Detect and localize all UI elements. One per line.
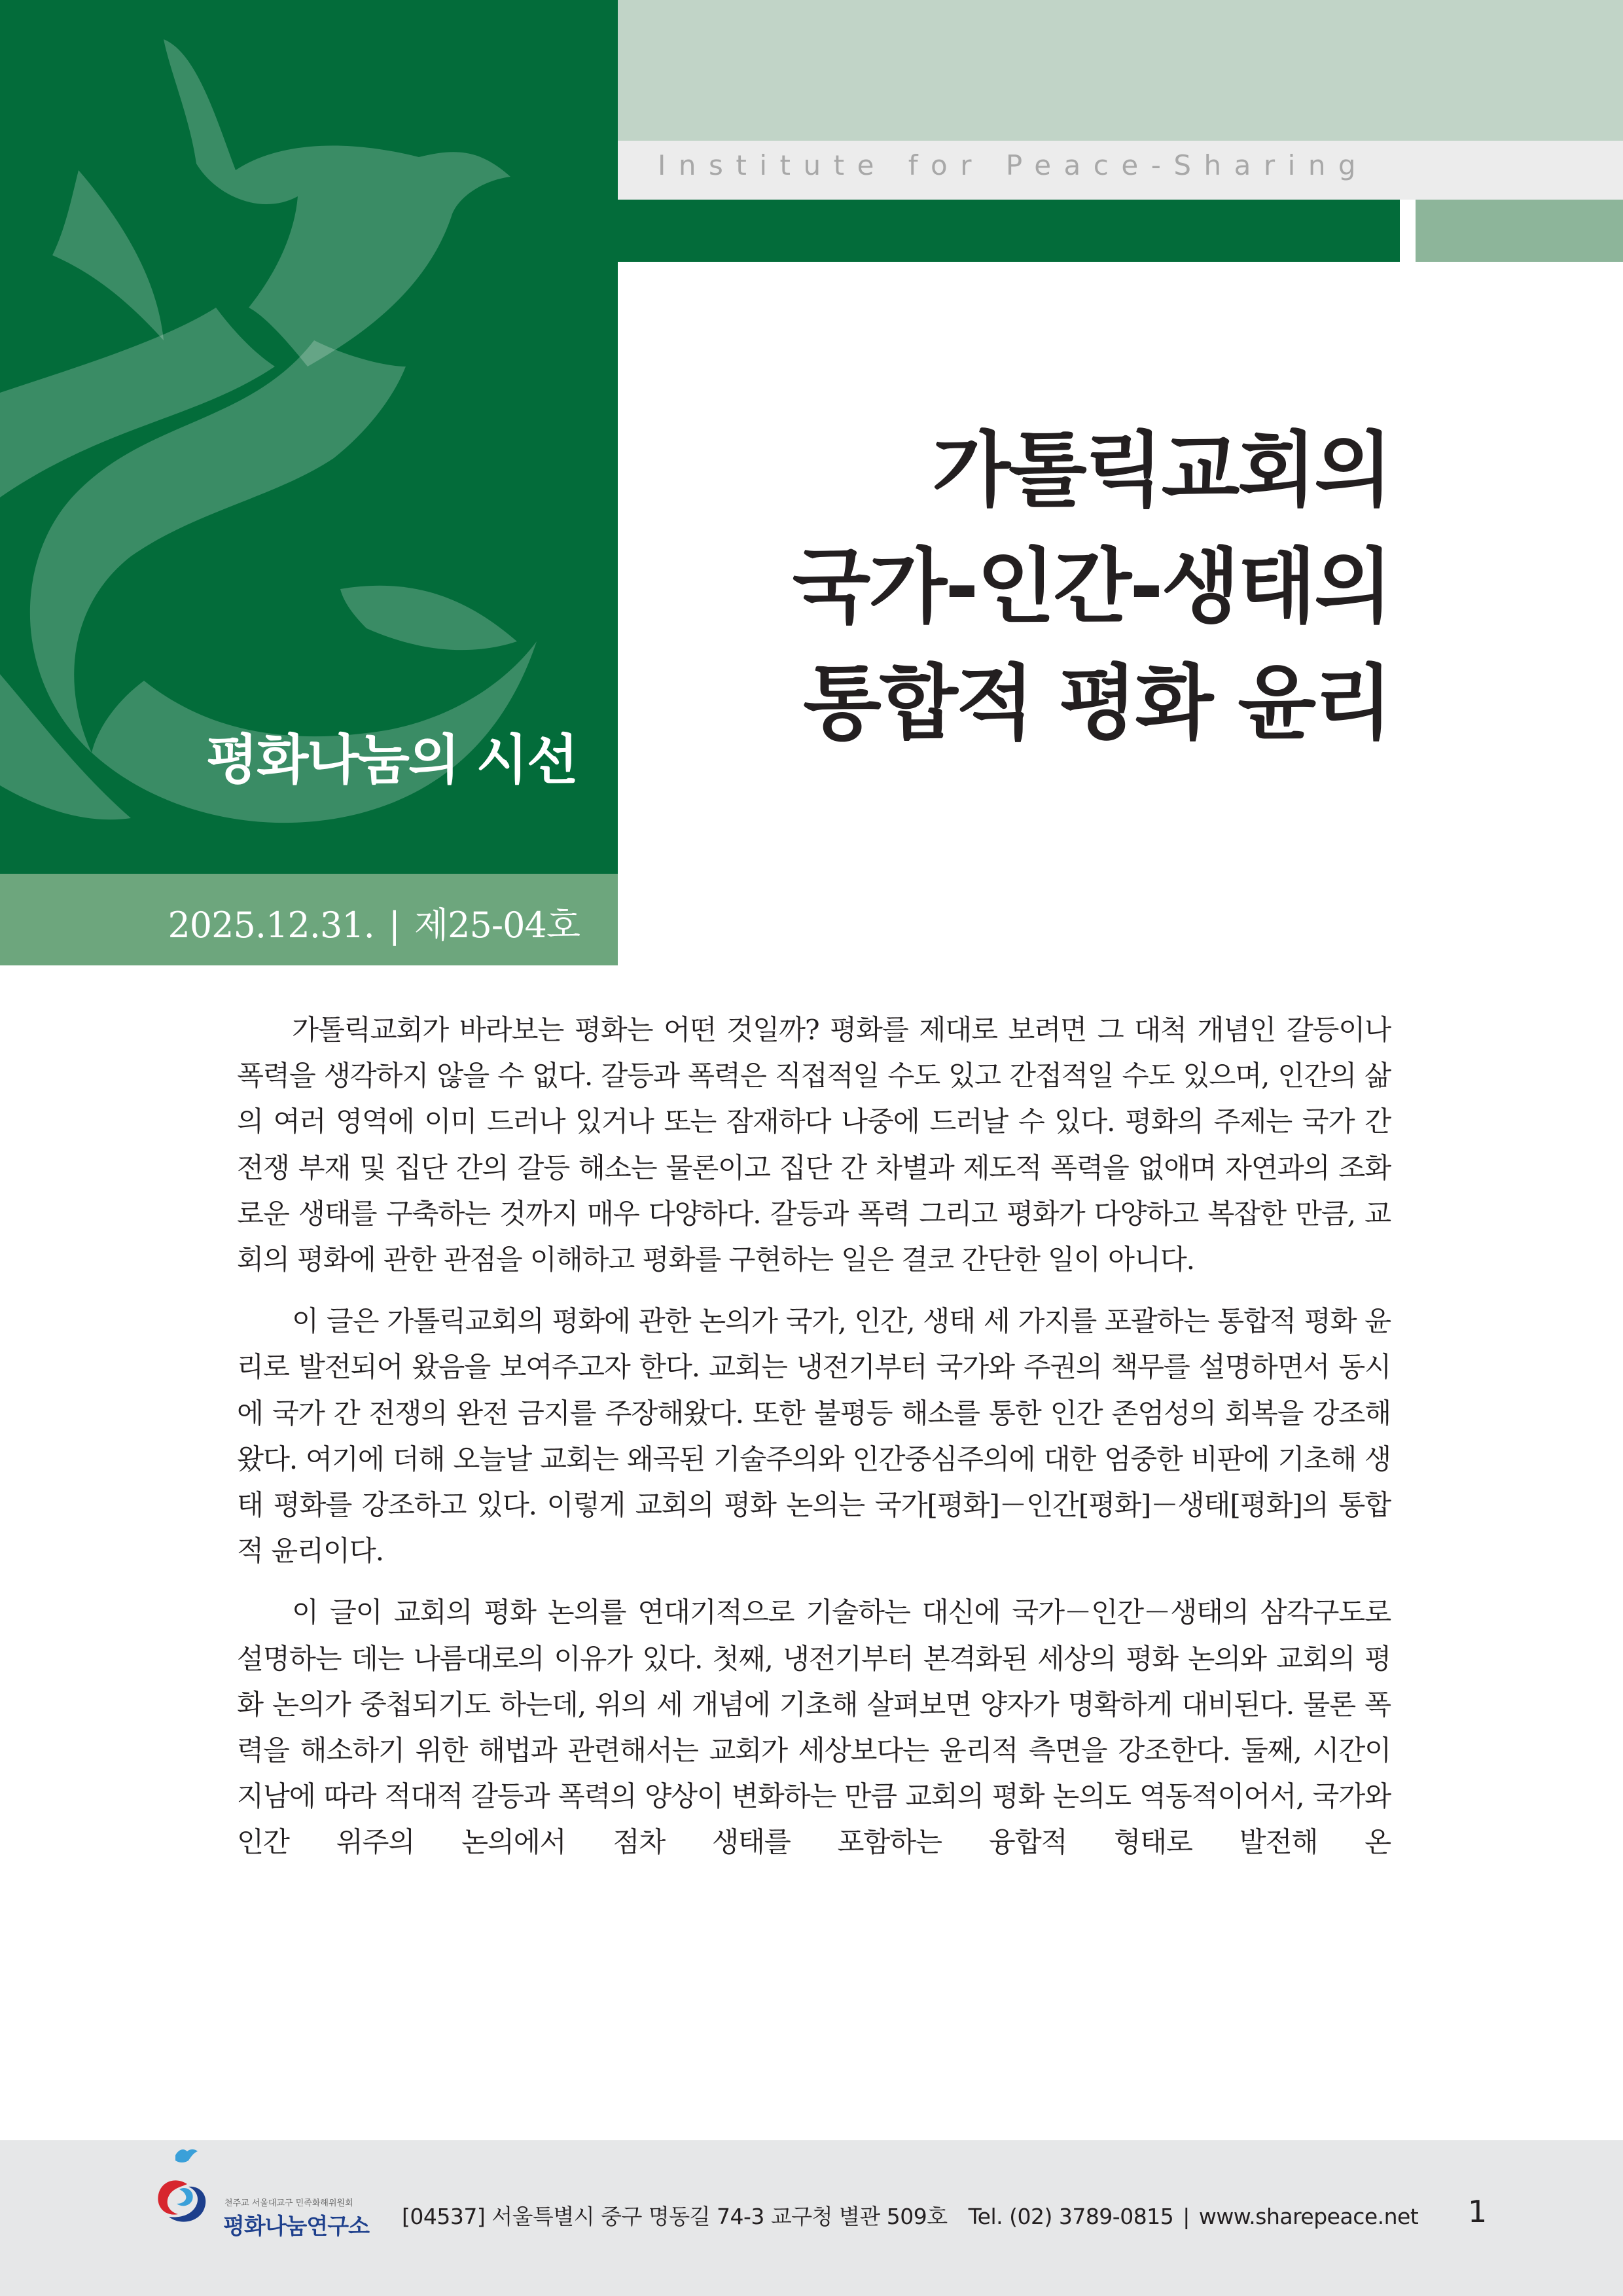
- title-line-2: 국가-인간-생태의: [792, 540, 1391, 634]
- page-number: 1: [1468, 2194, 1488, 2229]
- footer-separator: |: [1183, 2204, 1190, 2229]
- issue-separator: |: [388, 905, 400, 946]
- header-band-pale: [618, 0, 1623, 141]
- issue-date-bar: [0, 874, 618, 965]
- cover-green-panel: [0, 0, 618, 874]
- page-footer: [0, 2140, 1623, 2296]
- logo-affiliation: 천주교 서울대교구 민족화해위원회: [224, 2198, 353, 2208]
- paragraph-1: 가톨릭교회가 바라보는 평화는 어떤 것일까? 평화를 제대로 보려면 그 대척 개념인 갈등이나 폭력을 생각하지 않을 수 없다. 갈등과 폭력은 직접적일 수도 있고 간접적일 수도 있으며, 인간의 삶의 여러 영역에 이미 드러나 있거나 또는 잠재하다 나중에 드러날 수 있다. 평화의 주제는 국가 간 전쟁 부재 및 집단 간의 갈등 해소는 물론이고 집단 간 차별과 제도적 폭력을 없애며 자연과의 조화로운 생태를 구축하는 것까지 매우 다양하다. 갈등과 폭력 그리고 평화가 다양하고 복잡한 만큼, 교회의 평화에 관한 관점을 이해하고 평화를 구현하는 일은 결코 간단한 일이 아니다.: [237, 1014, 1391, 1277]
- footer-tel: Tel. (02) 3789-0815: [968, 2204, 1174, 2229]
- issue-info: [168, 897, 580, 948]
- footer-website[interactable]: www.sharepeace.net: [1198, 2204, 1419, 2229]
- document-title: [605, 412, 1391, 762]
- footer-address: [04537] 서울특별시 중구 명동길 74-3 교구청 별관 509호: [402, 2204, 948, 2229]
- title-line-1: 가톨릭교회의: [932, 423, 1391, 518]
- issue-number: 제25-04호: [414, 905, 580, 946]
- series-title: 평화나눔의 시선: [205, 729, 577, 791]
- header-band-green: [618, 200, 1400, 262]
- paragraph-3: 이 글이 교회의 평화 논의를 연대기적으로 기술하는 대신에 국가－인간－생태의 삼각구도로 설명하는 데는 나름대로의 이유가 있다. 첫째, 냉전기부터 본격화된 세상의 평화 논의와 교회의 평화 논의가 중첩되기도 하는데, 위의 세 개념에 기초해 살펴보면 양자가 명확하게 대비된다. 물론 폭력을 해소하기 위한 해법과 관련해서는 교회가 세상보다는 윤리적 측면을 강조한다. 둘째, 시간이 지남에 따라 적대적 갈등과 폭력의 양상이 변화하는 만큼 교회의 평화 논의도 역동적이어서, 국가와 인간 위주의 논의에서 점차 생태를 포함하는 융합적 형태로 발전해 온: [237, 1597, 1391, 1859]
- issue-date: 2025.12.31.: [168, 905, 374, 946]
- footer-contact: [402, 2200, 1418, 2231]
- logo-name: 평화나눔연구소: [223, 2214, 369, 2240]
- title-line-3: 통합적 평화 윤리: [803, 656, 1391, 751]
- body-text: [237, 1008, 1391, 1882]
- dove-logo-icon: [149, 2144, 215, 2242]
- paragraph-2: 이 글은 가톨릭교회의 평화에 관한 논의가 국가, 인간, 생태 세 가지를 포괄하는 통합적 평화 윤리로 발전되어 왔음을 보여주고자 한다. 교회는 냉전기부터 국가와 주권의 책무를 설명하면서 동시에 국가 간 전쟁의 완전 금지를 주장해왔다. 또한 불평등 해소를 통한 인간 존엄성의 회복을 강조해왔다. 여기에 더해 오늘날 교회는 왜곡된 기술주의와 인간중심주의에 대한 엄중한 비판에 기초해 생태 평화를 강조하고 있다. 이렇게 교회의 평화 논의는 국가[평화]－인간[평화]－생태[평화]의 통합적 윤리이다.: [237, 1306, 1391, 1568]
- header-band-light-green: [1416, 200, 1623, 262]
- institute-name: Institute for Peace-Sharing: [658, 149, 1369, 181]
